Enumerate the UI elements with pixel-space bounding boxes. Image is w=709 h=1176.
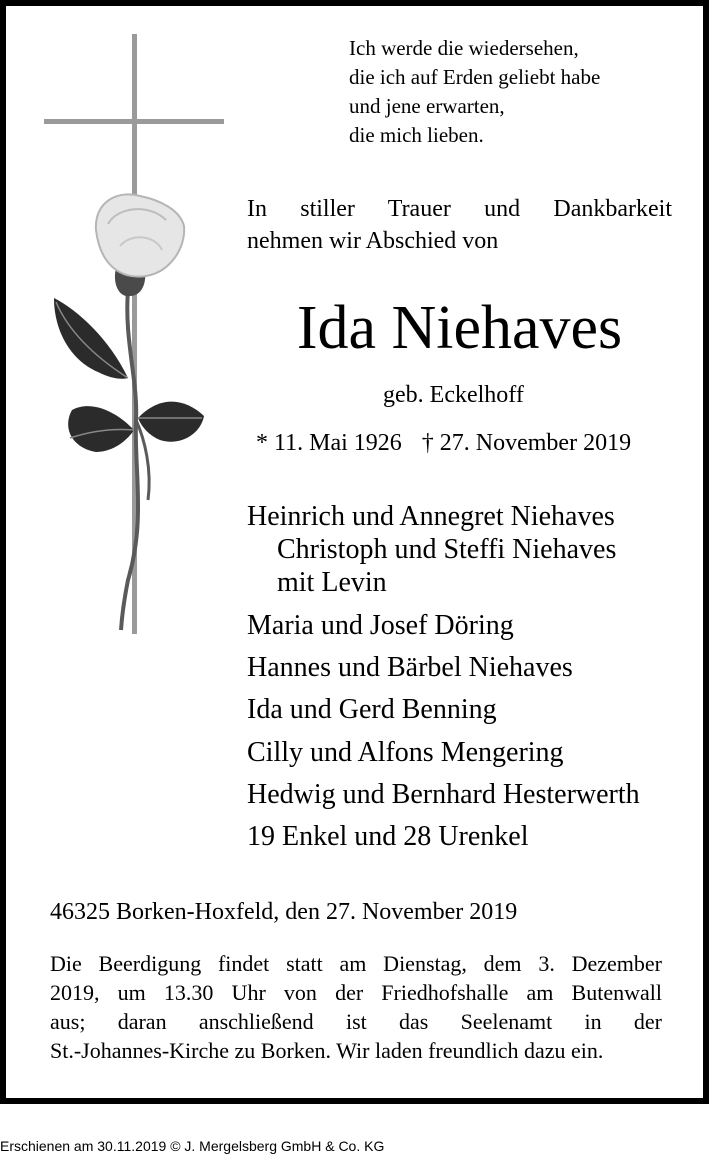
- family-entry: Hedwig und Bernhard Hesterwerth: [247, 779, 640, 810]
- family-entry: Heinrich und Annegret Niehaves: [247, 501, 615, 532]
- verse-line: Ich werde die wiedersehen,: [349, 36, 579, 60]
- family-entry: 19 Enkel und 28 Urenkel: [247, 821, 529, 852]
- life-dates: [256, 427, 631, 459]
- publication-footer: Erschienen am 30.11.2019 © J. Mergelsberg GmbH & Co. KG: [0, 1138, 385, 1154]
- rose-icon: [54, 194, 204, 630]
- verse-line: die mich lieben.: [349, 123, 484, 147]
- intro-text: [247, 193, 672, 257]
- burial-info: [50, 949, 662, 1065]
- verse-line: die ich auf Erden geliebt habe: [349, 65, 601, 89]
- burial-line: St.-Johannes-Kirche zu Borken. Wir laden freundlich dazu ein.: [50, 1038, 604, 1063]
- maiden-name: geb. Eckelhoff: [383, 382, 524, 408]
- verse: [349, 34, 600, 150]
- deceased-name: Ida Niehaves: [296, 294, 623, 362]
- burial-line: Die Beerdigung findet statt am Dienstag, dem 3. Dezember: [50, 951, 662, 976]
- death-date: † 27. November 2019: [421, 430, 632, 456]
- family-entry: Christoph und Steffi Niehaves: [277, 534, 617, 565]
- burial-line: 2019, um 13.30 Uhr von der Friedhofshalle am Butenwall: [50, 980, 662, 1005]
- family-entry: Hannes und Bärbel Niehaves: [247, 652, 573, 683]
- family-entry: Ida und Gerd Benning: [247, 694, 497, 725]
- verse-line: und jene erwarten,: [349, 94, 505, 118]
- intro-line: In stiller Trauer und Dankbarkeit: [247, 196, 672, 222]
- family-entry: Cilly und Alfons Mengering: [247, 737, 564, 768]
- burial-line: aus; daran anschließend ist das Seelenamt in der: [50, 1009, 662, 1034]
- place-date: 46325 Borken-Hoxfeld, den 27. November 2019: [50, 899, 518, 925]
- birth-date: * 11. Mai 1926: [256, 430, 402, 456]
- family-entry: mit Levin: [277, 567, 387, 598]
- intro-line: nehmen wir Abschied von: [247, 228, 499, 254]
- family-entry: Maria und Josef Döring: [247, 610, 514, 641]
